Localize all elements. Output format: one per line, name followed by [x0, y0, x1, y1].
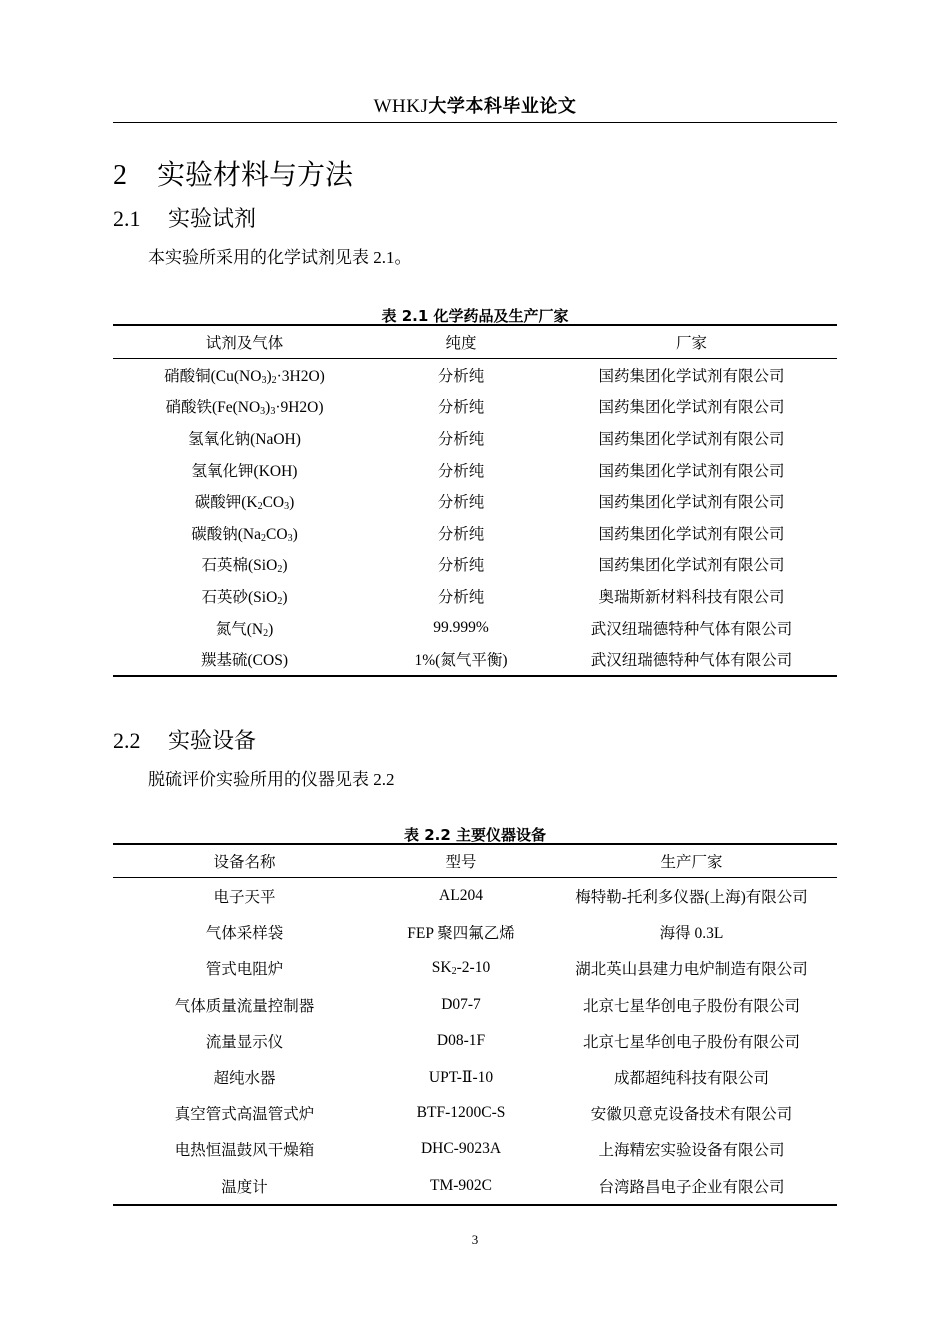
text-part: 硝酸铜(Cu(NO	[164, 367, 262, 385]
device-model	[376, 914, 546, 950]
column-header-maker: 厂家	[546, 325, 837, 359]
device-model	[376, 1059, 546, 1095]
table-header-row	[113, 325, 837, 359]
text-part: BTF-1200C-S	[416, 1104, 506, 1122]
table1-caption: 表 2.1 化学药品及生产厂家	[381, 307, 569, 325]
text-part: -2-10	[456, 959, 491, 977]
text-part: )	[265, 399, 271, 417]
text-part: UPT-Ⅱ-10	[428, 1068, 494, 1086]
table-row	[113, 950, 837, 986]
device-model	[376, 1168, 546, 1205]
section-number: 2.2	[113, 728, 141, 753]
reagent-maker: 武汉纽瑞德特种气体有限公司	[546, 643, 837, 676]
text-part: DHC-9023A	[420, 1140, 502, 1158]
page-number: 3	[471, 1232, 479, 1247]
device-manufacturer: 台湾路昌电子企业有限公司	[546, 1168, 837, 1205]
reagent-purity: 分析纯	[437, 588, 485, 606]
subscript: 3	[284, 501, 290, 513]
device-manufacturer: 海得 0.3L	[659, 925, 724, 943]
device-manufacturer: 梅特勒-托利多仪器(上海)有限公司	[575, 889, 808, 907]
reagent-maker: 国药集团化学试剂有限公司	[598, 462, 785, 480]
subscript: 3	[261, 374, 267, 386]
text-part: 石英砂(SiO	[201, 588, 278, 606]
text-part: 羰基硫(COS)	[201, 652, 288, 670]
reagent-purity: 分析纯	[437, 367, 485, 385]
reagent-maker: 国药集团化学试剂有限公司	[598, 494, 785, 512]
device-name: 温度计	[113, 1168, 376, 1205]
page-header	[113, 94, 837, 123]
text-part: )	[289, 494, 295, 512]
device-model	[376, 878, 546, 915]
text-part: ·9H2O)	[275, 399, 324, 417]
subscript: 2	[451, 966, 457, 978]
subscript: 3	[287, 532, 293, 544]
equipment-table	[113, 843, 837, 1206]
reagent-name	[113, 359, 376, 391]
header-title: 大学本科毕业论文	[428, 96, 577, 117]
reagent-purity: 分析纯	[437, 399, 485, 417]
text-part: TM-902C	[430, 1176, 492, 1194]
device-manufacturer: 北京七星华创电子股份有限公司	[582, 1033, 800, 1051]
table-row	[113, 643, 837, 676]
reagent-maker: 国药集团化学试剂有限公司	[598, 399, 785, 417]
text-part: )	[282, 557, 288, 575]
device-model	[376, 987, 546, 1023]
table-row	[113, 454, 837, 486]
reagent-name	[113, 422, 376, 454]
reagent-purity: 1%(氮气平衡)	[376, 643, 546, 676]
column-header-reagent: 试剂及气体	[113, 325, 376, 359]
table-header-row	[113, 844, 837, 878]
section-heading-reagents	[113, 204, 256, 235]
table-row	[113, 391, 837, 423]
device-name: 电子天平	[213, 889, 276, 907]
reagent-purity: 分析纯	[437, 430, 485, 448]
subscript: 2	[271, 374, 277, 386]
reagent-maker: 国药集团化学试剂有限公司	[598, 430, 785, 448]
text-part: D08-1F	[436, 1031, 486, 1049]
text-part: )	[266, 367, 272, 385]
subscript: 3	[260, 406, 266, 418]
chapter-heading	[113, 157, 353, 194]
table2-caption: 表 2.2 主要仪器设备	[403, 826, 547, 844]
reagents-table	[113, 324, 837, 677]
text-part: )	[268, 620, 274, 638]
device-manufacturer: 北京七星华创电子股份有限公司	[582, 997, 800, 1015]
device-manufacturer: 安徽贝意克设备技术有限公司	[590, 1106, 793, 1124]
table-row	[113, 1168, 837, 1205]
reagent-name	[113, 580, 376, 612]
table-row	[113, 987, 837, 1023]
subscript: 2	[261, 532, 267, 544]
chapter-title: 实验材料与方法	[157, 158, 354, 191]
device-name: 管式电阻炉	[205, 961, 284, 979]
text-part: AL204	[439, 887, 483, 905]
text-part: CO	[266, 525, 288, 543]
text-part: )	[292, 525, 298, 543]
reagent-maker: 国药集团化学试剂有限公司	[598, 525, 785, 543]
table-row	[113, 580, 837, 612]
reagent-name	[113, 454, 376, 486]
section-title: 实验试剂	[168, 207, 257, 232]
device-name: 气体质量流量控制器	[174, 997, 315, 1015]
text-part: 石英棉(SiO	[201, 557, 278, 575]
reagent-name	[113, 485, 376, 517]
table-row	[113, 612, 837, 644]
text-part: 碳酸钠(Na	[191, 525, 262, 543]
reagent-name	[113, 549, 376, 581]
subscript: 2	[277, 595, 283, 607]
table-row	[113, 1023, 837, 1059]
column-header-purity: 纯度	[376, 325, 546, 359]
table-row	[113, 1095, 837, 1131]
text-part: 氮气(N	[215, 620, 264, 638]
device-model	[376, 1095, 546, 1131]
reagent-maker: 国药集团化学试剂有限公司	[598, 557, 785, 575]
reagent-purity: 99.999%	[433, 618, 489, 636]
text-part: CO	[262, 494, 285, 512]
equipment-intro: 脱硫评价实验所用的仪器见表 2.2	[148, 770, 395, 789]
table-row	[113, 1131, 837, 1167]
device-name: 电热恒温鼓风干燥箱	[174, 1142, 315, 1160]
reagent-maker: 国药集团化学试剂有限公司	[598, 367, 785, 385]
reagent-name	[113, 391, 376, 423]
reagent-purity: 分析纯	[437, 557, 485, 575]
table-row	[113, 517, 837, 549]
reagent-name	[113, 517, 376, 549]
device-name: 真空管式高温管式炉	[174, 1106, 315, 1124]
text-part: 氢氧化钾(KOH)	[191, 462, 298, 480]
text-part: ·3H2O)	[276, 367, 325, 385]
text-part: 氢氧化钠(NaOH)	[188, 430, 301, 448]
section-heading-equipment	[113, 726, 256, 757]
text-part: 硝酸铁(Fe(NO	[165, 399, 261, 417]
column-header-model: 型号	[376, 844, 546, 878]
section-number: 2.1	[113, 206, 141, 231]
table-row	[113, 1059, 837, 1095]
subscript: 2	[257, 501, 263, 513]
device-model	[376, 1131, 546, 1167]
text-part: 碳酸钾(K	[194, 494, 258, 512]
table-row	[113, 422, 837, 454]
section-title: 实验设备	[168, 729, 257, 754]
reagent-purity: 分析纯	[437, 462, 485, 480]
reagent-purity: 分析纯	[437, 494, 485, 512]
device-manufacturer: 成都超纯科技有限公司	[613, 1070, 769, 1088]
table-row	[113, 359, 837, 391]
column-header-device: 设备名称	[113, 844, 376, 878]
table-row	[113, 878, 837, 915]
text-part: )	[282, 588, 288, 606]
reagent-maker: 武汉纽瑞德特种气体有限公司	[590, 620, 793, 638]
column-header-manufacturer: 生产厂家	[546, 844, 837, 878]
text-part: D07-7	[441, 995, 481, 1013]
reagents-intro: 本实验所采用的化学试剂见表 2.1。	[148, 248, 412, 267]
table-row	[113, 914, 837, 950]
device-manufacturer: 上海精宏实验设备有限公司	[598, 1142, 785, 1160]
table-row	[113, 549, 837, 581]
text-part: SK	[431, 959, 452, 977]
reagent-name	[113, 612, 376, 644]
reagent-purity: 分析纯	[437, 525, 485, 543]
text-part: FEP 聚四氟乙烯	[407, 925, 515, 943]
subscript: 2	[263, 627, 269, 639]
device-manufacturer: 湖北英山县建力电炉制造有限公司	[575, 961, 808, 979]
subscript: 3	[270, 406, 276, 418]
subscript: 2	[277, 564, 283, 576]
device-model	[376, 950, 546, 986]
table-row	[113, 485, 837, 517]
device-name: 气体采样袋	[205, 925, 284, 943]
chapter-number: 2	[113, 160, 127, 191]
header-prefix: WHKJ	[373, 96, 429, 117]
device-name: 超纯水器	[213, 1070, 276, 1088]
reagent-maker: 奥瑞斯新材料科技有限公司	[598, 588, 785, 606]
device-name: 流量显示仪	[205, 1033, 284, 1051]
device-model	[376, 1023, 546, 1059]
reagent-name	[113, 643, 376, 676]
